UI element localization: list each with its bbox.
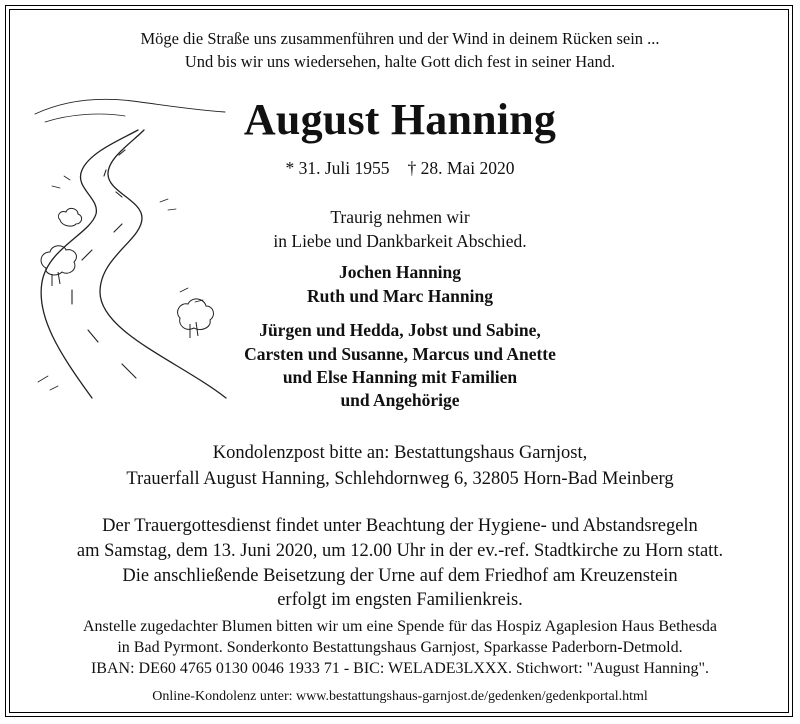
- donation-line-2: in Bad Pyrmont. Sonderkonto Bestattungshaus Garnjost, Sparkasse Paderborn-Detmold.: [117, 639, 683, 656]
- motto-line-1: Möge die Straße uns zusammenführen und der Wind in deinem Rücken sein ...: [140, 29, 660, 48]
- family-primary-1: Jochen Hanning: [338, 262, 462, 282]
- life-dates: [0, 158, 800, 179]
- service-line-3: Die anschließende Beisetzung der Urne auf dem Friedhof am Kreuzenstein: [122, 566, 678, 586]
- death-date: † 28. Mai 2020: [407, 158, 515, 178]
- farewell-line-2: in Liebe und Dankbarkeit Abschied.: [273, 231, 527, 251]
- family-primary-2: Ruth und Marc Hanning: [307, 286, 493, 306]
- service-line-4: erfolgt im engsten Familienkreis.: [277, 590, 523, 610]
- family-secondary-1: Jürgen und Hedda, Jobst und Sabine,: [259, 320, 541, 340]
- deceased-name: August Hanning: [243, 95, 557, 144]
- motto-line-2: Und bis wir uns wiedersehen, halte Gott dich fest in seiner Hand.: [184, 52, 616, 71]
- service-line-2: am Samstag, dem 13. Juni 2020, um 12.00 Uhr in der ev.-ref. Stadtkirche zu Horn statt.: [76, 541, 724, 561]
- service-line-1: Der Trauergottesdienst findet unter Beachtung der Hygiene- und Abstandsregeln: [102, 516, 698, 536]
- family-secondary-3: und Else Hanning mit Familien: [282, 367, 518, 387]
- family-secondary-4: und Angehörige: [340, 390, 460, 410]
- birth-date: * 31. Juli 1955: [285, 158, 390, 178]
- online-condolence-link[interactable]: Online-Kondolenz unter: www.bestattungshaus-garnjost.de/gedenken/gedenkportal.html: [152, 689, 648, 704]
- donation-line-1: Anstelle zugedachter Blumen bitten wir um eine Spende für das Hospiz Agaplesion Haus Bethesda: [82, 618, 718, 635]
- condolence-post-1: Kondolenzpost bitte an: Bestattungshaus Garnjost,: [212, 443, 588, 463]
- farewell-line-1: Traurig nehmen wir: [330, 207, 470, 227]
- condolence-post-2: Trauerfall August Hanning, Schlehdornweg 6, 32805 Horn-Bad Meinberg: [126, 469, 674, 489]
- family-secondary-2: Carsten und Susanne, Marcus und Anette: [244, 344, 556, 364]
- donation-line-3: IBAN: DE60 4765 0130 0046 1933 71 - BIC: WELADE3LXXX. Stichwort: "August Hanning".: [90, 660, 710, 677]
